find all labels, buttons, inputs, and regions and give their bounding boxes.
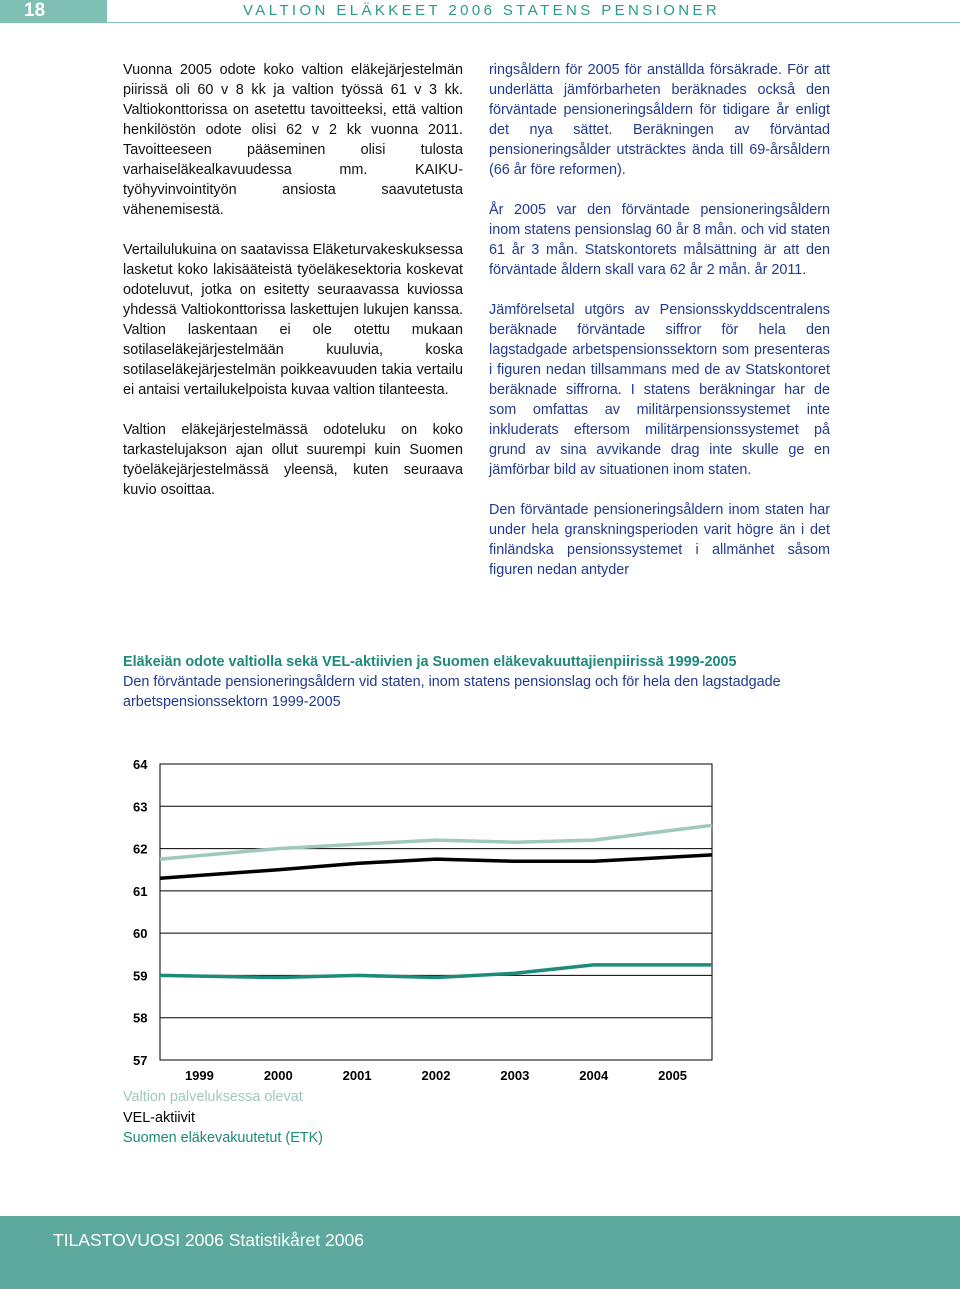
y-tick-label-59: 59 (133, 968, 148, 984)
right-paragraph-2: År 2005 var den förväntade pensioneringsåldern inom statens pensionslag 60 år 8 mån. och vid staten 61 år 3 mån. Statskontorets målsättning är att den förväntade åldern skall vara 62 år 2 mån. år 2011. (489, 202, 830, 278)
x-tick-label-2002: 2002 (421, 1068, 451, 1083)
left-paragraph-3: Valtion eläkejärjestelmässä odoteluku on koko tarkastelujakson ajan ollut suurempi kuin Suomen työeläkejärjestelmässä yleensä, kuten seuraava kuvio osoittaa. (123, 422, 463, 498)
page-number: 18 (0, 0, 107, 22)
legend-entry-etk: Suomen eläkevakuutetut (ETK) (123, 1130, 323, 1146)
chart-legend (123, 1087, 323, 1149)
x-tick-label-2001: 2001 (342, 1068, 372, 1083)
figure-titles (123, 652, 833, 712)
footer-text: TILASTOVUOSI 2006 Statistikåret 2006 (53, 1230, 364, 1250)
y-tick-label-61: 61 (133, 883, 148, 899)
y-tick-label-64: 64 (133, 757, 148, 772)
figure-title-sv: Den förväntade pensioneringsåldern vid staten, inom statens pensionslag och för hela den lagstadgade arbetspensionssektorn 1999-2005 (123, 674, 781, 710)
series-line-0 (160, 825, 712, 859)
left-paragraph-1: Vuonna 2005 odote koko valtion eläkejärjestelmän piirissä oli 60 v 8 kk ja valtion työssä 61 v 3 kk. Valtiokonttorissa on asetettu tavoitteeksi, että valtion henkilöstön odote olisi 62 v 2 kk vuonna 2011. Tavoitteeseen pääseminen olisi tulosta varhaiseläkealkavuudessa mm. KAIKU-työhyvinvointityön ansiosta saavutetusta vähenemisestä. (123, 62, 463, 218)
legend-entry-valtion: Valtion palveluksessa olevat (123, 1089, 303, 1105)
y-tick-label-62: 62 (133, 841, 148, 857)
right-paragraph-1: ringsåldern för 2005 för anställda försäkrade. För att underlätta jämförbarheten beräknades också den förväntade pensioneringsåldern för tidigare år enligt det nya sättet. Beräkningen av förväntad pensioneringsålder utsträcktes ända till 69-årsåldern (66 år före reformen). (489, 62, 830, 178)
series-line-1 (160, 855, 712, 878)
running-head: VALTION ELÄKKEET 2006 STATENS PENSIONER (243, 2, 721, 19)
x-tick-label-2004: 2004 (579, 1068, 609, 1083)
left-column (123, 60, 463, 520)
right-paragraph-3: Jämförelsetal utgörs av Pensionsskyddscentralens beräknade förväntade siffror för hela den lagstadgade arbetspensionssektorn som presenteras i figuren nedan tillsammans med de av Statskontoret beräknade siffrorna. I statens beräkningar har de som omfattas av militärpensionssystemet inte inkluderats eftersom militärpensionssystemet på grund av sina avvikande drag inte skulle ge en jämförbar bild av situationen inom staten. (489, 302, 830, 478)
y-tick-label-58: 58 (133, 1010, 148, 1026)
left-paragraph-2: Vertailulukuina on saatavissa Eläketurvakeskuksessa lasketut koko lakisääteistä työeläkesektoria koskevat odoteluvut, jotka on esitetty seuraavassa kuviossa yhdessä Valtiokonttorissa laskettujen lukujen kanssa. Valtion laskentaan ei ole otettu mukaan sotilaseläkejärjestelmään kuuluvia, koska sotilaseläkejärjestelmän poikkeavuuden takia vertailu ei antaisi vertailukelpoista kuvaa valtion tilanteesta. (123, 242, 463, 398)
x-tick-label-2003: 2003 (500, 1068, 530, 1083)
y-tick-label-60: 60 (133, 926, 148, 942)
y-tick-label-63: 63 (133, 799, 148, 815)
line-chart (120, 750, 720, 1090)
x-tick-label-2000: 2000 (263, 1068, 293, 1083)
page-header (0, 0, 960, 36)
x-tick-label-1999: 1999 (184, 1068, 214, 1083)
y-tick-label-57: 57 (133, 1053, 148, 1068)
plot-frame (160, 764, 712, 1060)
footer-band (0, 1216, 960, 1289)
figure-title-fi: Eläkeiän odote valtiolla sekä VEL-aktiivien ja Suomen eläkevakuuttajienpiirissä 1999-2005 (123, 654, 737, 670)
right-column (489, 60, 830, 600)
legend-entry-vel: VEL-aktiivit (123, 1109, 195, 1126)
x-tick-label-2005: 2005 (658, 1068, 688, 1083)
right-paragraph-4: Den förväntade pensioneringsåldern inom staten har under hela granskningsperioden varit högre än i det finländska pensionssystemet i allmänhet såsom figuren nedan antyder (489, 502, 830, 578)
header-divider (0, 22, 960, 23)
